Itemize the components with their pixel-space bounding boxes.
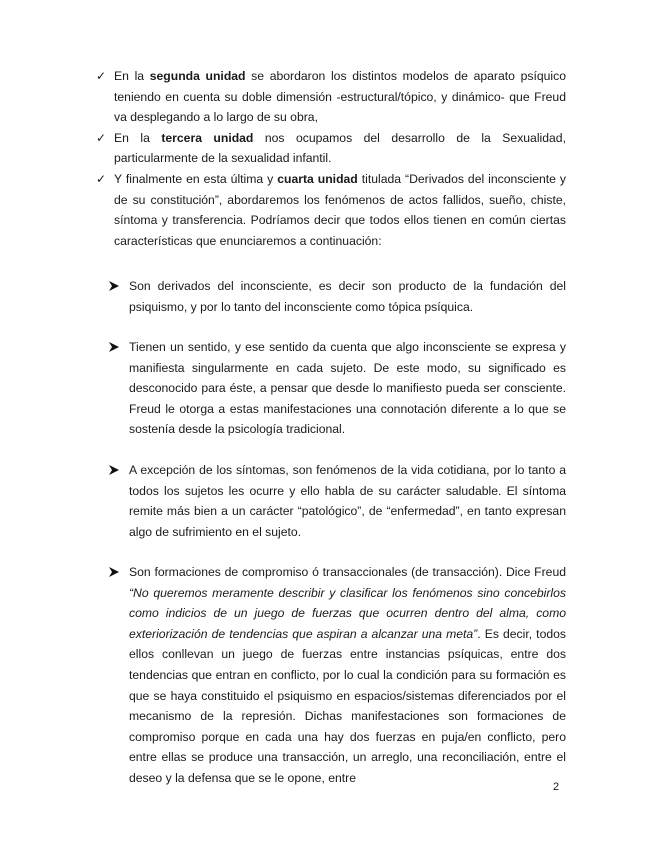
arrow-bullet-icon [108,566,120,578]
characteristic-bullet-2 [108,337,566,440]
checklist-item [96,66,566,128]
arrow-bullet-icon [108,280,120,292]
page-number: 2 [553,781,560,793]
checklist-text-post: titulada “Derivados del inconsciente y de su constitución”, abordaremos los fenómenos de actos fallidos, sueño, chiste, síntoma y transferencia. Podríamos decir que todos ellos tienen en común ciertas características que enunciaremos a continuación: [114,171,566,248]
bullet-item [108,460,566,542]
bullet-text: Son derivados del inconsciente, es decir son producto de la fundación del psiquismo, y por lo tanto del inconsciente como tópica psíquica. [129,279,566,314]
arrow-bullet-icon [108,464,120,476]
bullet-text-post: . Es decir, todos ellos conllevan un juego de fuerzas entre instancias psíquicas, entre dos tendencias que entran en conflicto, por lo cual la condición para su formación es que se haya constituido el psiquismo en espacios/sistemas diferenciados por el mecanismo de la represión. Dichas manifestaciones son formaciones de compromiso porque en cada una hay dos fuerzas en puja/en conflicto, pero entre ellas se produce una transacción, un arreglo, una reconciliación, entre el deseo y la defensa que se le opone, entre [129,626,566,785]
checklist-text-post: se abordaron los distintos modelos de aparato psíquico teniendo en cuenta su doble dimensión -estructural/tópico, y dinámico- que Freud va desplegando a lo largo de su obra, [114,69,566,125]
checklist-text-pre: Y finalmente en esta última y [114,171,278,186]
bullet-text: A excepción de los síntomas, son fenómenos de la vida cotidiana, por lo tanto a todos los sujetos les ocurre y ello habla de su carácter saludable. El síntoma remite más bien a un carácter “patológico”, de “enfermedad”, en tanto expresan algo de sufrimiento en el sujeto. [129,463,566,539]
checklist-text-bold: tercera unidad [161,130,254,145]
checklist-text-post: nos ocupamos del desarrollo de la Sexualidad, particularmente de la sexualidad infantil. [114,130,566,166]
checklist-text-pre: En la [114,130,162,145]
checklist-text-pre: En la [114,69,150,83]
bullet-item [108,562,566,789]
checklist-text-bold: cuarta unidad [277,171,358,186]
unit-checklist [96,66,566,251]
check-mark-icon: ✓ [96,69,107,83]
bullet-item [108,276,566,317]
check-mark-icon: ✓ [96,171,107,186]
bullet-item [108,337,566,440]
arrow-bullet-icon [108,341,120,353]
bullet-text-pre: Son formaciones de compromiso ó transaccionales (de transacción). Dice Freud [129,565,566,579]
check-mark-icon: ✓ [96,130,107,145]
characteristic-bullet-1 [108,276,566,317]
checklist-text-bold: segunda unidad [149,69,246,83]
checklist-item [96,169,566,251]
checklist-item [96,128,566,169]
characteristic-bullet-4 [108,562,566,789]
freud-quote: “No queremos meramente describir y clasificar los fenómenos sino concebirlos como indicios de un juego de fuerzas que ocurren dentro del alma, como exteriorización de tendencias que aspiran a alcanzar una meta” [129,585,566,641]
bullet-text: Tienen un sentido, y ese sentido da cuenta que algo inconsciente se expresa y manifiesta singularmente en cada sujeto. De este modo, su significado es desconocido para éste, a pensar que desde lo manifiesto pueda ser consciente. Freud le otorga a estas manifestaciones una connotación diferente a lo que se sostenía desde la psicología tradicional. [129,340,566,437]
characteristic-bullet-3 [108,460,566,542]
